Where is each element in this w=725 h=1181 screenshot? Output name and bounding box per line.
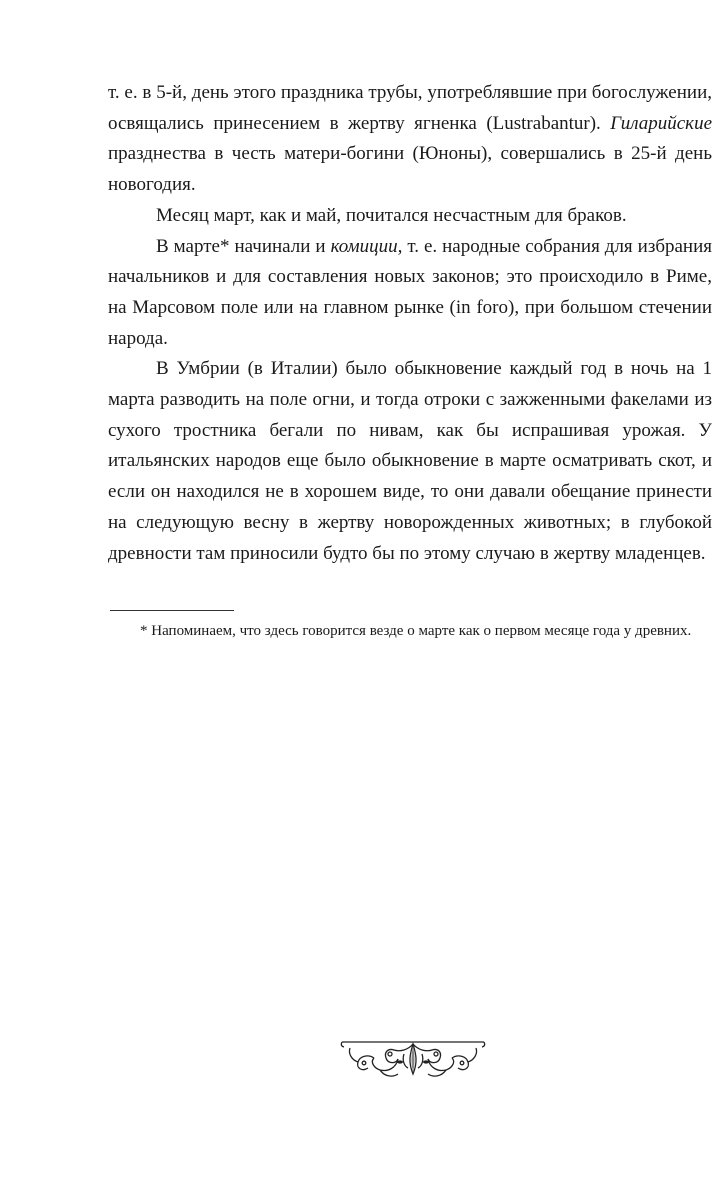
paragraph-3-italic: комиции, — [330, 235, 403, 257]
paragraph-3-part-a: В марте* начинали и — [156, 235, 331, 257]
main-text — [108, 78, 712, 569]
paragraph-2: Месяц март, как и май, почитался несчастным для браков. — [156, 204, 627, 226]
footnote: * Напоминаем, что здесь говорится везде о марте как о первом месяце года у древних. — [140, 623, 692, 639]
paragraph-1-italic: Гиларийские — [610, 112, 712, 134]
paragraph-3 — [108, 232, 712, 355]
paragraph-4: В Умбрии (в Италии) было обыкновение каждый год в ночь на 1 марта разводить на поле огни, и тогда отроки с зажженными факелами из сухого тростника бегали по нивам, как бы испрашивая урожая. У итальянских народов еще было обыкновение в марте осматривать скот, и если он находился не в хорошем виде, то они давали обещание принести на следующую весну в жертву новорожденных животных; в глубокой древности там приносили будто бы по этому случаю в жертву младенцев. — [108, 358, 712, 564]
floral-vignette-icon — [338, 1032, 488, 1082]
paragraph-1-part-b: празднества в честь матери-богини (Юноны), совершались в 25-й день новогодия. — [108, 143, 712, 196]
paragraph-1-part-a: т. е. в 5-й, день этого праздника трубы, употреблявшие при богослужении, освящались принесением в жертву ягненка (Lustrabantur). — [108, 82, 712, 134]
paragraph-3-part-b: т. е. народные собрания для избрания начальников и для составления новых законов; это происходило в Риме, на Марсовом поле или на главном рынке (in foro), при большом стечении народа. — [108, 235, 712, 349]
footnote-divider — [110, 610, 234, 611]
paragraph-1 — [108, 78, 712, 201]
